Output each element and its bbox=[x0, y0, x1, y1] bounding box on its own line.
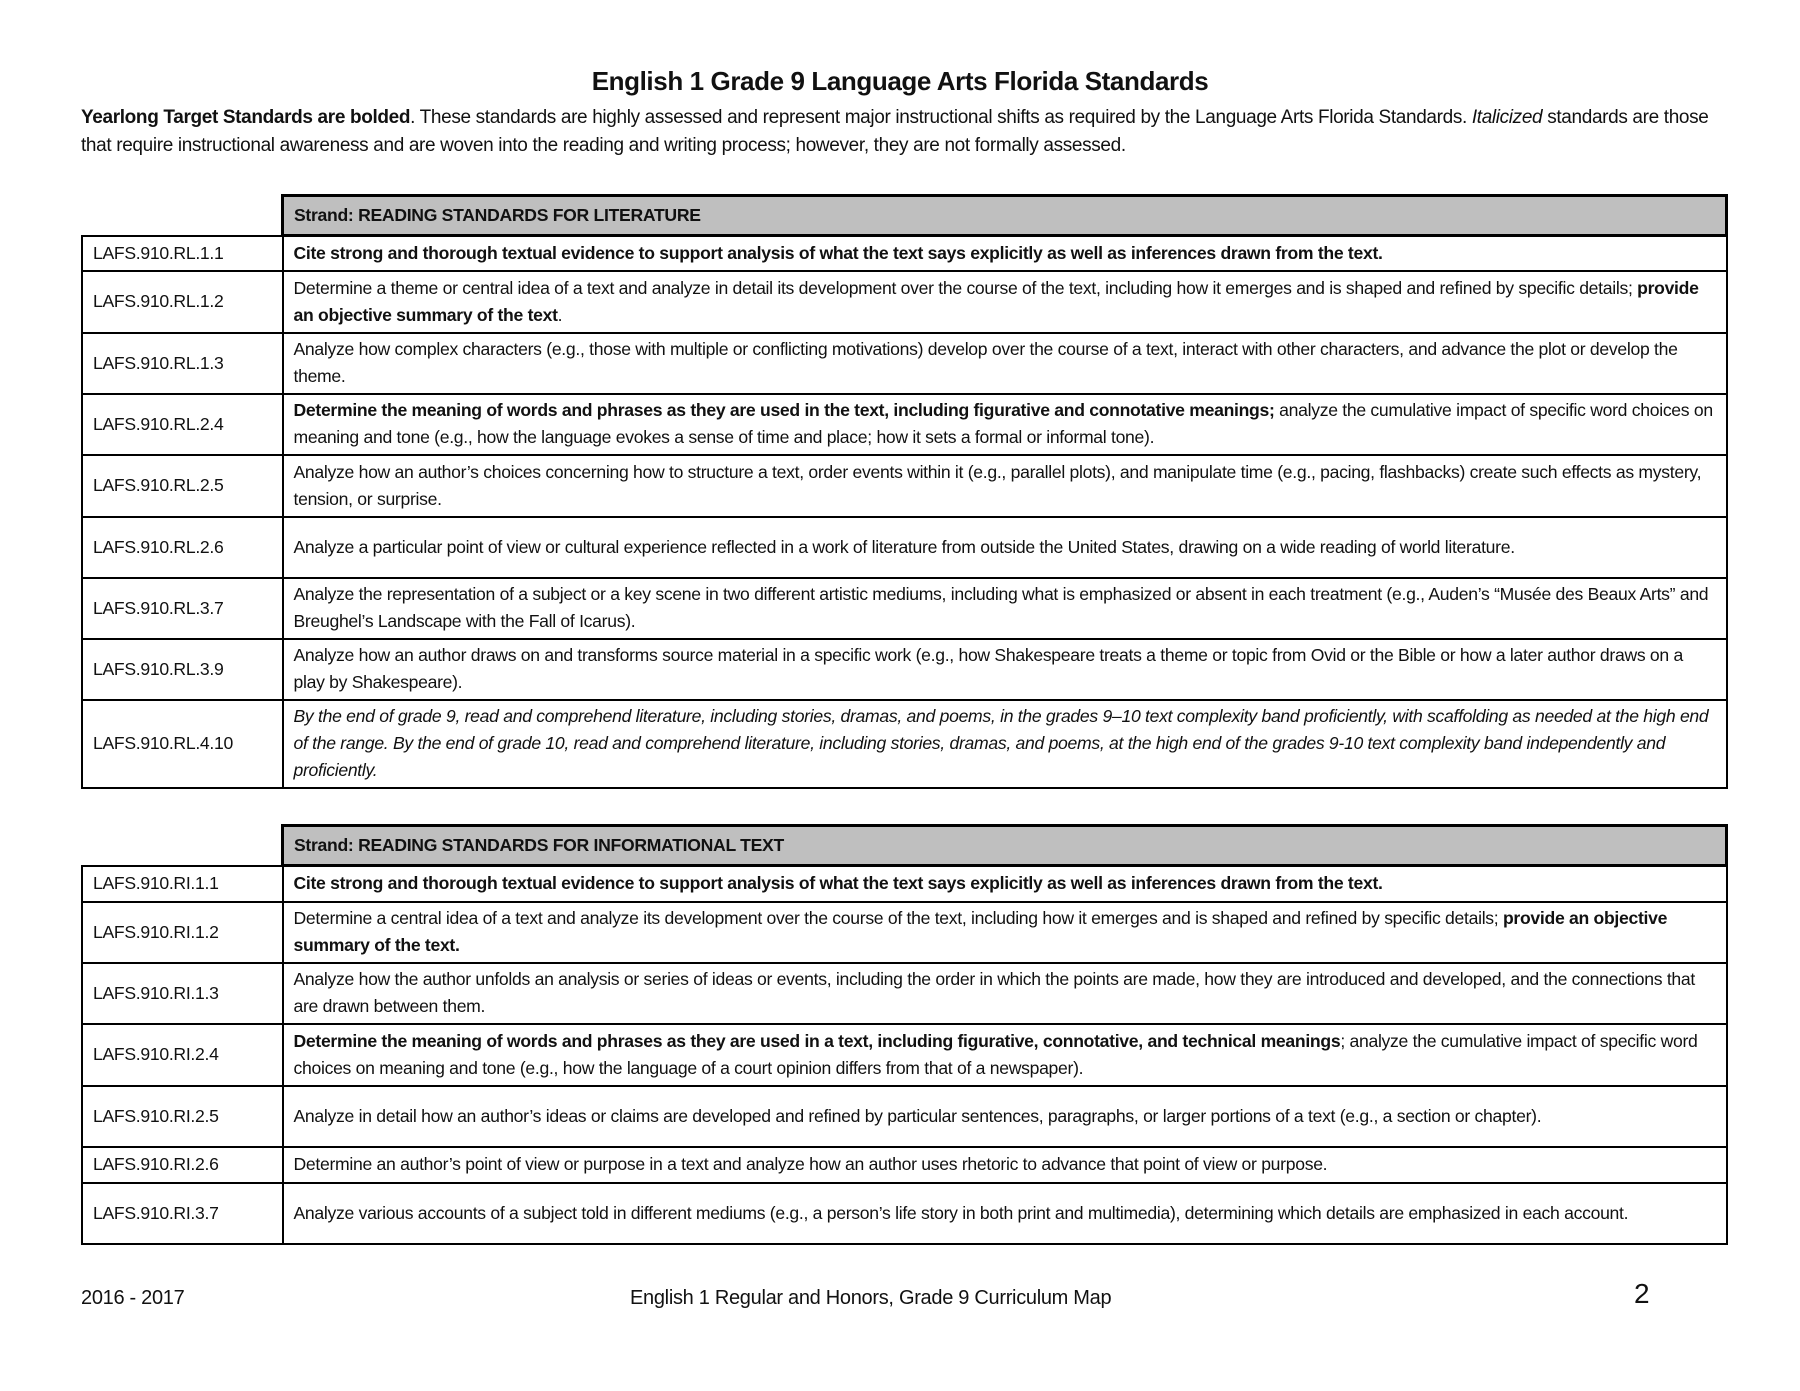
table-row bbox=[82, 866, 1727, 902]
table-row bbox=[82, 578, 1727, 639]
description-segment: . bbox=[557, 304, 563, 325]
literature-standards-table bbox=[81, 194, 1728, 789]
strand-header: Strand: READING STANDARDS FOR INFORMATIONAL TEXT bbox=[283, 826, 1727, 866]
description-segment: Cite strong and thorough textual evidence to support analysis of what the text says explicitly as well as inferences drawn from the text. bbox=[293, 873, 1383, 894]
standard-description bbox=[283, 1183, 1727, 1244]
standard-code: LAFS.910.RL.4.10 bbox=[82, 700, 283, 788]
description-segment: Analyze various accounts of a subject told in different mediums (e.g., a person’s life story in both print and multimedia), determining which details are emphasized in each account. bbox=[293, 1202, 1629, 1223]
standard-code: LAFS.910.RI.1.1 bbox=[82, 866, 283, 902]
description-segment: ; analyze the cumulative impact of specific word choices on meaning and tone (e.g., how the language of a court opinion differs from that of a newspaper). bbox=[293, 1030, 1698, 1078]
intro-text-1: . These standards are highly assessed and represent major instructional shifts as required by the Language Arts Florida Standards. bbox=[410, 107, 1472, 128]
table-row bbox=[82, 639, 1727, 700]
strand-header: Strand: READING STANDARDS FOR LITERATURE bbox=[283, 196, 1727, 236]
standard-code: LAFS.910.RL.1.2 bbox=[82, 271, 283, 333]
description-segment: analyze the cumulative impact of specific word choices on meaning and tone (e.g., how the language evokes a sense of time and place; how it sets a formal or informal tone). bbox=[293, 400, 1713, 447]
footer-title: English 1 Regular and Honors, Grade 9 Curriculum Map bbox=[630, 1287, 1112, 1309]
description-segment: Determine an author’s point of view or purpose in a text and analyze how an author uses rhetoric to advance that point of view or purpose. bbox=[293, 1154, 1328, 1174]
standard-description bbox=[283, 236, 1727, 271]
standard-description bbox=[283, 1024, 1727, 1086]
empty-corner bbox=[82, 196, 283, 236]
standard-code: LAFS.910.RL.2.5 bbox=[82, 455, 283, 517]
standard-code: LAFS.910.RL.1.3 bbox=[82, 333, 283, 394]
table-row bbox=[82, 271, 1727, 333]
table-row bbox=[82, 1183, 1727, 1244]
standard-description bbox=[283, 455, 1727, 517]
standard-code: LAFS.910.RL.3.9 bbox=[82, 639, 283, 700]
standard-description bbox=[283, 394, 1727, 455]
table-row bbox=[82, 1086, 1727, 1147]
table-row bbox=[82, 963, 1727, 1024]
description-segment: Analyze how an author’s choices concerning how to structure a text, order events within it (e.g., parallel plots), and manipulate time (e.g., pacing, flashbacks) create such effects as mystery, tension, or surprise. bbox=[293, 461, 1702, 509]
standard-description bbox=[283, 578, 1727, 639]
footer-year: 2016 - 2017 bbox=[81, 1287, 185, 1309]
table-row bbox=[82, 1147, 1727, 1183]
description-segment: By the end of grade 9, read and comprehend literature, including stories, dramas, and poems, in the grades 9–10 text complexity band proficiently, with scaffolding as needed at the high end of the range. By the end of grade 10, read and comprehend literature, including stories, dramas, and poems, at the high end of the grades 9-10 text complexity band independently and proficiently. bbox=[293, 706, 1709, 780]
description-segment: Determine a theme or central idea of a text and analyze in detail its development over the course of the text, including how it emerges and is shaped and refined by specific details; bbox=[293, 277, 1638, 298]
standard-code: LAFS.910.RI.2.5 bbox=[82, 1086, 283, 1147]
description-segment: Analyze how complex characters (e.g., those with multiple or conflicting motivations) develop over the course of a text, interact with other characters, and advance the plot or develop the theme. bbox=[293, 339, 1678, 386]
page-title: English 1 Grade 9 Language Arts Florida Standards bbox=[591, 66, 1209, 96]
standard-code: LAFS.910.RL.1.1 bbox=[82, 236, 283, 271]
table-row bbox=[82, 902, 1727, 963]
description-segment: Analyze how an author draws on and transforms source material in a specific work (e.g., how Shakespeare treats a theme or topic from Ovid or the Bible or how a later author draws on a play by Shakespeare). bbox=[293, 645, 1683, 692]
standard-description bbox=[283, 333, 1727, 394]
description-segment: Analyze the representation of a subject or a key scene in two different artistic mediums, including what is emphasized or absent in each treatment (e.g., Auden’s “Musée des Beaux Arts” and Breughel’s Landscape with the Fall of Icarus). bbox=[293, 584, 1709, 631]
standard-description bbox=[283, 963, 1727, 1024]
standard-description bbox=[283, 700, 1727, 788]
description-segment: provide an objective summary of the text bbox=[293, 277, 1699, 325]
standard-code: LAFS.910.RL.2.4 bbox=[82, 394, 283, 455]
standard-description bbox=[283, 639, 1727, 700]
page-number: 2 bbox=[1634, 1278, 1650, 1309]
standard-description bbox=[283, 517, 1727, 578]
table-row bbox=[82, 517, 1727, 578]
description-segment: Analyze in detail how an author’s ideas or claims are developed and refined by particular sentences, paragraphs, or larger portions of a text (e.g., a section or chapter). bbox=[293, 1105, 1542, 1126]
intro-bold: Yearlong Target Standards are bolded bbox=[81, 107, 411, 128]
description-segment: Determine the meaning of words and phrases as they are used in the text, including figurative and connotative meanings; bbox=[293, 400, 1275, 420]
empty-corner bbox=[82, 826, 283, 866]
standard-code: LAFS.910.RI.1.2 bbox=[82, 902, 283, 963]
table-row bbox=[82, 455, 1727, 517]
table-row bbox=[82, 1024, 1727, 1086]
table-row bbox=[82, 333, 1727, 394]
standard-description bbox=[283, 1147, 1727, 1183]
intro-paragraph bbox=[81, 104, 1741, 160]
standard-code: LAFS.910.RL.2.6 bbox=[82, 517, 283, 578]
table-row bbox=[82, 236, 1727, 271]
description-segment: Analyze a particular point of view or cultural experience reflected in a work of literature from outside the United States, drawing on a wide reading of world literature. bbox=[293, 536, 1515, 557]
description-segment: Cite strong and thorough textual evidence to support analysis of what the text says explicitly as well as inferences drawn from the text. bbox=[293, 242, 1383, 263]
standard-description bbox=[283, 1086, 1727, 1147]
standard-description bbox=[283, 902, 1727, 963]
standard-code: LAFS.910.RI.2.4 bbox=[82, 1024, 283, 1086]
standard-description bbox=[283, 866, 1727, 902]
standard-code: LAFS.910.RI.3.7 bbox=[82, 1183, 283, 1244]
standard-code: LAFS.910.RI.1.3 bbox=[82, 963, 283, 1024]
table-row bbox=[82, 394, 1727, 455]
table-row bbox=[82, 700, 1727, 788]
description-segment: Determine the meaning of words and phrases as they are used in a text, including figurative, connotative, and technical meanings bbox=[293, 1030, 1341, 1051]
informational-standards-table bbox=[81, 824, 1728, 1245]
description-segment: Determine a central idea of a text and analyze its development over the course of the text, including how it emerges and is shaped and refined by specific details; bbox=[293, 908, 1503, 928]
description-segment: provide an objective summary of the text. bbox=[293, 908, 1668, 955]
intro-italic: Italicized bbox=[1471, 107, 1543, 128]
standard-code: LAFS.910.RL.3.7 bbox=[82, 578, 283, 639]
standard-code: LAFS.910.RI.2.6 bbox=[82, 1147, 283, 1183]
description-segment: Analyze how the author unfolds an analysis or series of ideas or events, including the order in which the points are made, how they are introduced and developed, and the connections that are drawn between them. bbox=[293, 969, 1695, 1016]
standard-description bbox=[283, 271, 1727, 333]
intro-text-2: standards are those that require instructional awareness and are woven into the reading and writing process; however, they are not formally assessed. bbox=[81, 107, 1709, 156]
